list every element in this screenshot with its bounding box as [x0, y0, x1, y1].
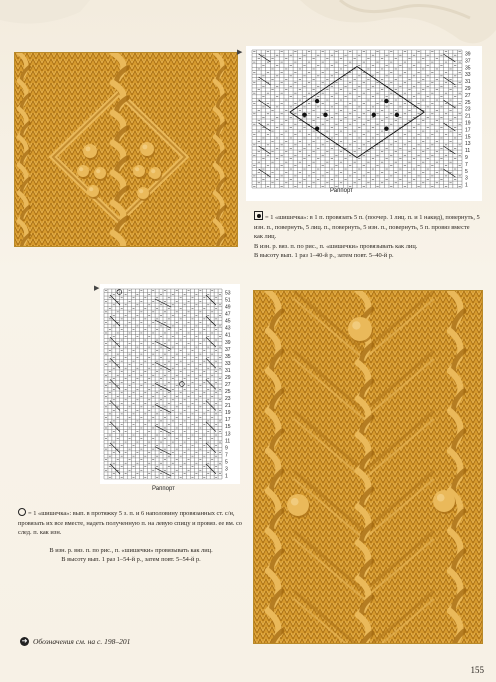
row-number: 13: [465, 141, 471, 148]
row-number: 33: [225, 360, 231, 367]
bobble-mark: [302, 113, 306, 117]
row-number: 27: [225, 382, 231, 388]
bobble: [287, 494, 309, 516]
row-number: 23: [225, 396, 231, 403]
cable-cross: [206, 337, 216, 347]
row-number: 53: [225, 290, 231, 297]
bobble: [94, 167, 106, 179]
row-number: 39: [465, 51, 471, 58]
row-number: 9: [465, 154, 468, 161]
bobble: [87, 185, 99, 197]
row-number: 51: [225, 297, 231, 304]
cable-cross: [206, 401, 216, 411]
cable-cross: [259, 100, 271, 108]
row-number: 1: [465, 182, 468, 189]
chart1-rapport-label: Раппорт: [330, 188, 353, 194]
legend1-line2: В изн. р. вяз. п. по рис., п. «шишечки» провязывать как лиц.: [254, 242, 418, 250]
bobble-highlight: [291, 498, 299, 506]
row-number: 37: [465, 58, 471, 65]
row-number: 47: [225, 311, 231, 318]
bobble-mark: [315, 126, 319, 130]
legend2-symbol-line: = 1 «шишечка»: вып. в протяжку 5 з. п. и 6 наполовину провязанных ст. с/н, провязать их все вместе, надеть полученную п. на левую спицу и провяз. ее вм. со след. п. как изн.: [18, 510, 242, 537]
row-number: 37: [225, 346, 231, 353]
cable-cross: [206, 379, 216, 389]
legend1-line3: В высоту вып. 1 раз 1–40-й р., затем повт. 5–40-й р.: [254, 252, 394, 260]
bobble-highlight: [85, 146, 90, 151]
row-number: 35: [465, 65, 471, 72]
knit-swatch-photo-1: [14, 52, 238, 247]
row-number: 3: [225, 466, 228, 473]
cable-cross: [206, 422, 216, 432]
legend2-line2: В изн. р. вяз. п. по рис., п. «шишечки» провязывать как лиц.: [49, 546, 213, 554]
row-number: 27: [465, 92, 471, 99]
bobble-highlight: [89, 187, 93, 191]
row-number: 9: [225, 445, 228, 452]
cable-cross: [110, 295, 120, 305]
row-number: 5: [225, 459, 228, 466]
bobble: [77, 165, 89, 177]
chart-grid: [252, 50, 462, 188]
bobble-highlight: [79, 167, 83, 171]
cable-cross: [110, 443, 120, 453]
knit-swatch-photo-2: [253, 290, 483, 644]
row-number: 19: [225, 410, 231, 417]
cable-cross: [110, 422, 120, 432]
row-number: 43: [225, 325, 231, 332]
row-number: 29: [225, 374, 231, 381]
row-number: 31: [225, 367, 231, 374]
bobble: [348, 317, 372, 341]
row-number: 41: [225, 332, 231, 339]
row-number: 5: [465, 168, 468, 175]
cable-cross: [110, 401, 120, 411]
bobble-highlight: [135, 167, 139, 171]
cable-cross: [110, 379, 120, 389]
legend2-line3: В высоту вып. 1 раз 1–54-й р., затем повт. 5–54-й р.: [61, 556, 201, 564]
bobble: [149, 167, 161, 179]
page-number: 155: [470, 665, 484, 675]
cable-cross: [259, 54, 271, 62]
legend-1: [254, 211, 480, 261]
row-number: 15: [465, 134, 471, 141]
arrow-right-icon: ▶: [94, 284, 100, 292]
row-number: 25: [465, 99, 471, 106]
row-number: 35: [225, 353, 231, 360]
cable-cross: [443, 54, 455, 62]
row-number: 29: [465, 85, 471, 92]
row-number: 21: [465, 113, 471, 120]
row-number: 21: [225, 403, 231, 410]
bobble-mark: [315, 99, 319, 103]
cable-cross: [110, 464, 120, 474]
cable-cross: [443, 123, 455, 131]
row-number: 11: [465, 148, 471, 155]
bobble-highlight: [96, 169, 100, 173]
row-number: 17: [465, 127, 471, 134]
chart2-rapport-label: Раппорт: [152, 486, 175, 492]
row-number: 7: [465, 161, 468, 168]
row-number: 49: [225, 304, 231, 311]
legend1-symbol-line: = 1 «шишечка»: в 1 п. провязать 5 п. (поочер. 1 лиц. п. и 1 накид), повернуть, 5 изн. п., повернуть, 5 лиц. п., повернуть, 5 изн. п., повернуть, 5 п. провяз вместе как лиц.: [254, 211, 480, 242]
cable-cross: [206, 295, 216, 305]
row-number: 3: [465, 175, 468, 182]
bobble-circle-symbol: [18, 508, 26, 516]
bobble: [433, 490, 455, 512]
row-number: 25: [225, 389, 231, 396]
row-number: 13: [225, 431, 231, 438]
bobble-mark: [372, 113, 376, 117]
cable-cross: [259, 169, 271, 177]
footer-reference: ➜ Обозначения см. на с. 198–201: [21, 637, 131, 646]
cable-cross: [206, 443, 216, 453]
row-number: 15: [225, 424, 231, 431]
row-number: 45: [225, 318, 231, 325]
bobble-mark: [117, 290, 122, 295]
row-number: 1: [225, 473, 228, 480]
row-number: 17: [225, 417, 231, 424]
bobble-mark: [384, 126, 388, 130]
bobble-highlight: [352, 321, 360, 329]
bobble: [133, 165, 145, 177]
bobble: [140, 142, 154, 156]
bobble: [137, 187, 149, 199]
knitting-chart-2: [100, 284, 240, 484]
row-number: 31: [465, 79, 471, 86]
cable-cross: [206, 464, 216, 474]
cable-cross: [206, 358, 216, 368]
cable-cross: [110, 316, 120, 326]
row-number: 19: [465, 120, 471, 127]
bobble-mark: [395, 113, 399, 117]
cable-cross: [206, 316, 216, 326]
bobble-highlight: [437, 494, 445, 502]
arrow-right-icon: ▶: [237, 48, 243, 56]
row-number: 39: [225, 339, 231, 346]
cable-cross: [110, 337, 120, 347]
bobble-highlight: [151, 169, 155, 173]
bobble-highlight: [142, 144, 147, 149]
bobble-mark: [384, 99, 388, 103]
reference-arrow-icon: ➜: [21, 637, 28, 645]
bobble-mark: [323, 113, 327, 117]
bobble-highlight: [139, 189, 143, 193]
legend-2: [18, 508, 244, 565]
cable-cross: [110, 358, 120, 368]
row-number: 7: [225, 452, 228, 459]
bobble: [83, 144, 97, 158]
bobble-filled-symbol: [254, 211, 263, 220]
knitting-chart-1: [246, 46, 482, 201]
row-number: 33: [465, 72, 471, 79]
row-number: 23: [465, 106, 471, 113]
cable-cross: [443, 100, 455, 108]
row-number: 11: [225, 438, 231, 445]
